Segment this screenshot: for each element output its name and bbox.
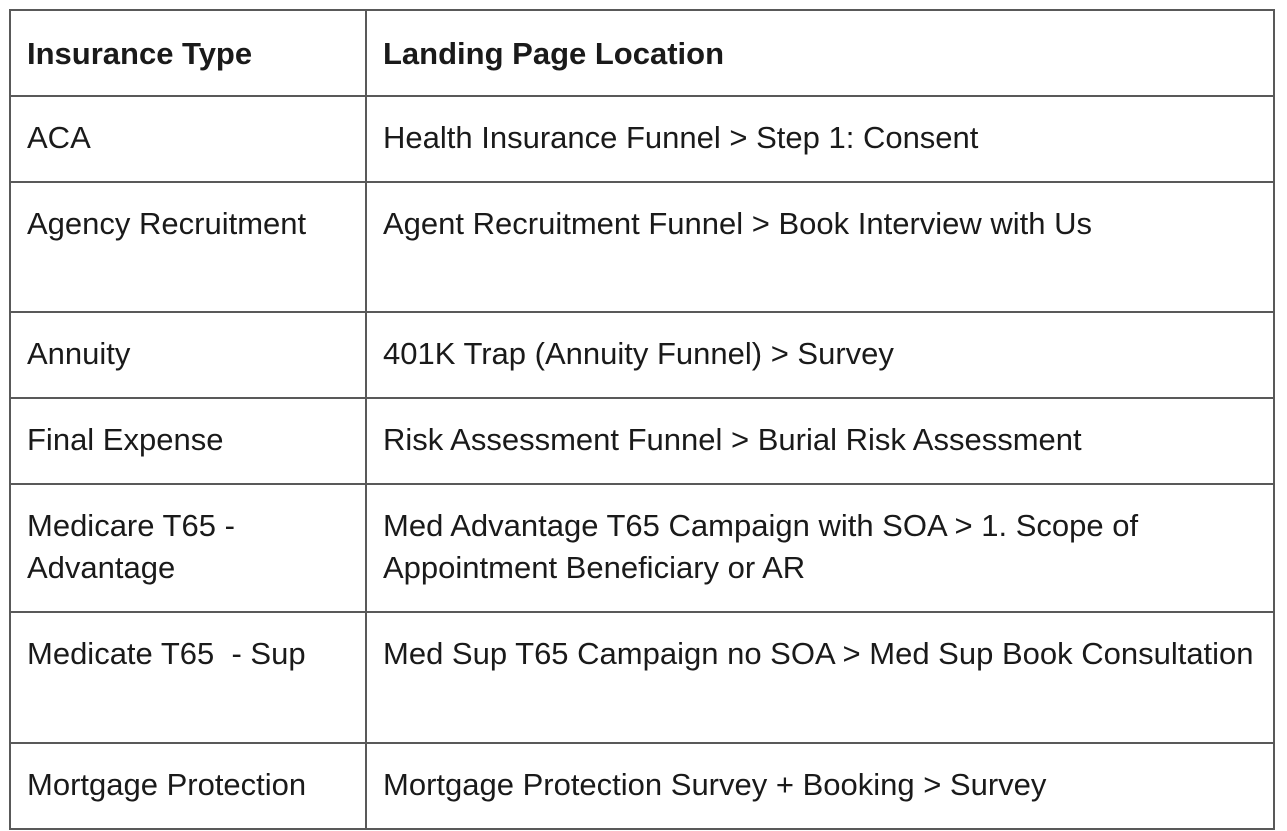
landing-page-cell: Med Advantage T65 Campaign with SOA > 1. Scope of Appointment Beneficiary or AR: [366, 484, 1274, 612]
insurance-landing-table: [9, 9, 1275, 830]
insurance-type-cell: ACA: [10, 96, 366, 182]
table-row: [10, 312, 1274, 398]
insurance-type-cell: Medicare T65 - Advantage: [10, 484, 366, 612]
table-row: [10, 743, 1274, 829]
landing-page-cell: Mortgage Protection Survey + Booking > Survey: [366, 743, 1274, 829]
landing-page-cell: Health Insurance Funnel > Step 1: Consent: [366, 96, 1274, 182]
landing-page-cell: Agent Recruitment Funnel > Book Interview with Us: [366, 182, 1274, 312]
landing-page-cell: Med Sup T65 Campaign no SOA > Med Sup Book Consultation: [366, 612, 1274, 743]
table-row: [10, 612, 1274, 743]
table-row: [10, 398, 1274, 484]
insurance-type-cell: Mortgage Protection: [10, 743, 366, 829]
table-row: [10, 96, 1274, 182]
landing-page-cell: Risk Assessment Funnel > Burial Risk Assessment: [366, 398, 1274, 484]
landing-page-cell: 401K Trap (Annuity Funnel) > Survey: [366, 312, 1274, 398]
header-landing-page-location: Landing Page Location: [366, 10, 1274, 96]
table-header-row: [10, 10, 1274, 96]
insurance-type-cell: Medicate T65 - Sup: [10, 612, 366, 743]
header-insurance-type: Insurance Type: [10, 10, 366, 96]
insurance-type-cell: Agency Recruitment: [10, 182, 366, 312]
insurance-type-cell: Annuity: [10, 312, 366, 398]
table-row: [10, 484, 1274, 612]
insurance-type-cell: Final Expense: [10, 398, 366, 484]
table-row: [10, 182, 1274, 312]
